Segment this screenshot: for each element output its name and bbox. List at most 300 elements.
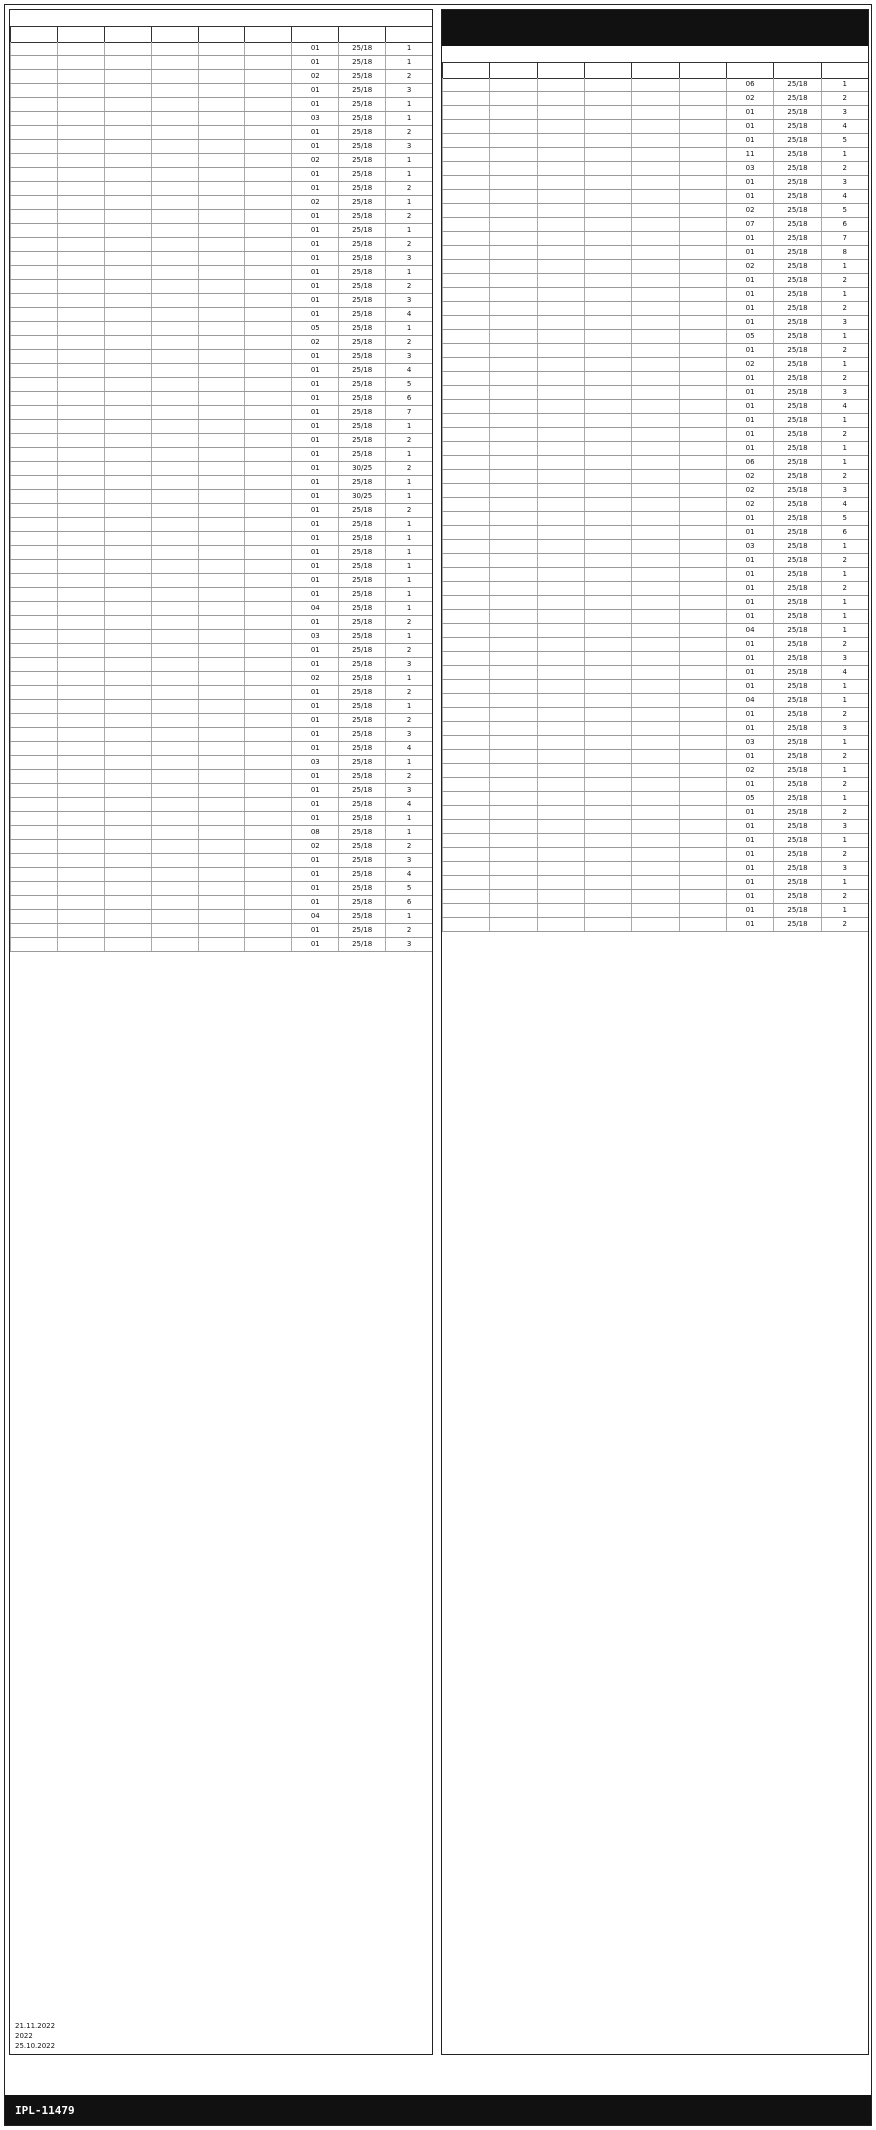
- table-cell: 25/18: [773, 456, 820, 469]
- table-cell: 25/18: [338, 476, 385, 489]
- table-row: [442, 120, 868, 134]
- table-cell: 25/18: [338, 896, 385, 909]
- table-cell: 1: [385, 476, 432, 489]
- column-header: [10, 26, 57, 42]
- table-cell: 25/18: [338, 252, 385, 265]
- table-cell: 25/18: [338, 938, 385, 951]
- table-cell: 25/18: [338, 182, 385, 195]
- table-cell: [631, 484, 678, 497]
- table-row: [10, 714, 432, 728]
- table-cell: [489, 512, 536, 525]
- table-cell: 01: [726, 302, 773, 315]
- table-cell: 25/18: [338, 238, 385, 251]
- table-row: [10, 812, 432, 826]
- table-cell: [57, 532, 104, 545]
- table-cell: [489, 750, 536, 763]
- table-cell: [679, 568, 726, 581]
- table-cell: 02: [726, 484, 773, 497]
- table-cell: [104, 770, 151, 783]
- table-cell: [198, 280, 245, 293]
- table-cell: 3: [821, 176, 868, 189]
- table-row: [10, 672, 432, 686]
- table-cell: [104, 70, 151, 83]
- table-cell: 25/18: [338, 280, 385, 293]
- table-row: [442, 820, 868, 834]
- table-row: [442, 260, 868, 274]
- table-cell: 4: [821, 120, 868, 133]
- table-cell: 2: [385, 840, 432, 853]
- table-cell: [151, 168, 198, 181]
- table-cell: [584, 288, 631, 301]
- table-cell: [151, 196, 198, 209]
- table-cell: [631, 302, 678, 315]
- table-cell: [151, 518, 198, 531]
- table-cell: [10, 322, 57, 335]
- table-cell: [631, 918, 678, 931]
- table-cell: 06: [726, 456, 773, 469]
- reference-number: IPL-11479: [15, 2103, 75, 2117]
- table-row: [442, 204, 868, 218]
- table-cell: 25/18: [773, 568, 820, 581]
- table-cell: [442, 582, 489, 595]
- table-cell: [489, 890, 536, 903]
- table-cell: [489, 904, 536, 917]
- table-cell: 01: [291, 700, 338, 713]
- table-cell: [442, 148, 489, 161]
- table-cell: [104, 294, 151, 307]
- table-cell: [10, 658, 57, 671]
- table-cell: [104, 840, 151, 853]
- table-cell: 2: [821, 806, 868, 819]
- table-cell: 1: [385, 112, 432, 125]
- table-cell: [584, 162, 631, 175]
- table-cell: [104, 910, 151, 923]
- table-cell: 5: [821, 204, 868, 217]
- table-cell: [104, 630, 151, 643]
- table-cell: 25/18: [773, 652, 820, 665]
- column-header: [726, 62, 773, 78]
- table-cell: [679, 316, 726, 329]
- table-row: [10, 630, 432, 644]
- table-cell: [57, 294, 104, 307]
- table-cell: [489, 372, 536, 385]
- table-cell: [10, 784, 57, 797]
- table-cell: [631, 708, 678, 721]
- table-cell: [151, 294, 198, 307]
- table-cell: [57, 546, 104, 559]
- table-cell: [442, 652, 489, 665]
- table-cell: [10, 868, 57, 881]
- right-column: [441, 9, 869, 2055]
- table-cell: [584, 890, 631, 903]
- table-cell: [631, 358, 678, 371]
- table-cell: [442, 834, 489, 847]
- page-footer: [5, 2095, 871, 2125]
- table-cell: [10, 266, 57, 279]
- table-cell: [584, 526, 631, 539]
- table-cell: 01: [726, 568, 773, 581]
- table-cell: 01: [291, 574, 338, 587]
- table-cell: [679, 246, 726, 259]
- table-cell: [10, 56, 57, 69]
- table-cell: 25/18: [338, 798, 385, 811]
- table-cell: [489, 386, 536, 399]
- table-cell: [57, 406, 104, 419]
- table-cell: 04: [726, 694, 773, 707]
- table-cell: [10, 574, 57, 587]
- table-row: [10, 924, 432, 938]
- table-cell: [10, 350, 57, 363]
- table-cell: [584, 582, 631, 595]
- table-cell: [489, 736, 536, 749]
- table-row: [442, 736, 868, 750]
- table-cell: [244, 98, 291, 111]
- table-row: [442, 694, 868, 708]
- table-cell: [537, 78, 584, 91]
- table-cell: [10, 854, 57, 867]
- table-cell: [537, 484, 584, 497]
- table-cell: [104, 658, 151, 671]
- table-cell: [104, 98, 151, 111]
- table-cell: [10, 336, 57, 349]
- table-cell: [198, 476, 245, 489]
- table-cell: [10, 238, 57, 251]
- table-row: [10, 588, 432, 602]
- table-row: [442, 400, 868, 414]
- table-cell: [104, 826, 151, 839]
- column-header: [584, 62, 631, 78]
- table-cell: [584, 316, 631, 329]
- table-cell: 01: [291, 98, 338, 111]
- table-cell: 01: [291, 238, 338, 251]
- table-cell: 2: [385, 644, 432, 657]
- table-cell: [537, 162, 584, 175]
- table-cell: 6: [821, 526, 868, 539]
- column-header: [773, 62, 820, 78]
- table-cell: [10, 476, 57, 489]
- table-cell: [10, 826, 57, 839]
- table-cell: [489, 918, 536, 931]
- table-cell: [10, 686, 57, 699]
- table-cell: [10, 84, 57, 97]
- table-cell: [584, 260, 631, 273]
- table-cell: 2: [821, 918, 868, 931]
- table-cell: [442, 218, 489, 231]
- table-cell: [489, 134, 536, 147]
- table-cell: 03: [291, 630, 338, 643]
- table-cell: [679, 484, 726, 497]
- table-cell: [442, 764, 489, 777]
- table-cell: 01: [726, 344, 773, 357]
- table-cell: 1: [385, 154, 432, 167]
- table-cell: 3: [821, 386, 868, 399]
- table-cell: [151, 938, 198, 951]
- table-cell: [198, 98, 245, 111]
- table-cell: [489, 526, 536, 539]
- table-row: [442, 246, 868, 260]
- table-row: [10, 364, 432, 378]
- table-cell: [679, 554, 726, 567]
- table-cell: [631, 232, 678, 245]
- table-cell: 04: [726, 624, 773, 637]
- table-cell: [679, 204, 726, 217]
- table-cell: [198, 924, 245, 937]
- table-cell: 3: [385, 252, 432, 265]
- table-cell: [10, 140, 57, 153]
- table-cell: 01: [291, 532, 338, 545]
- table-cell: [57, 56, 104, 69]
- table-cell: [198, 420, 245, 433]
- table-cell: [10, 490, 57, 503]
- table-cell: 7: [821, 232, 868, 245]
- table-cell: 25/18: [773, 246, 820, 259]
- table-cell: 25/18: [773, 484, 820, 497]
- table-cell: 01: [291, 350, 338, 363]
- table-cell: [631, 624, 678, 637]
- table-cell: [151, 644, 198, 657]
- table-cell: 01: [726, 428, 773, 441]
- table-cell: [631, 792, 678, 805]
- table-cell: [10, 840, 57, 853]
- table-cell: 2: [385, 770, 432, 783]
- table-cell: [10, 546, 57, 559]
- table-cell: [151, 336, 198, 349]
- table-cell: [537, 652, 584, 665]
- table-cell: [244, 420, 291, 433]
- table-cell: [244, 42, 291, 55]
- table-cell: [442, 512, 489, 525]
- table-cell: 25/18: [338, 854, 385, 867]
- table-cell: 25/18: [338, 378, 385, 391]
- table-row: [10, 756, 432, 770]
- table-cell: [151, 756, 198, 769]
- table-cell: [631, 78, 678, 91]
- table-cell: 2: [385, 336, 432, 349]
- table-cell: [104, 868, 151, 881]
- table-cell: [198, 812, 245, 825]
- table-cell: [442, 120, 489, 133]
- table-cell: 01: [726, 582, 773, 595]
- table-cell: [198, 896, 245, 909]
- column-header: [385, 26, 432, 42]
- table-cell: [57, 742, 104, 755]
- table-cell: [104, 420, 151, 433]
- table-cell: [151, 854, 198, 867]
- table-cell: [151, 280, 198, 293]
- table-cell: [584, 512, 631, 525]
- table-cell: [631, 470, 678, 483]
- table-cell: 25/18: [338, 588, 385, 601]
- table-cell: [104, 224, 151, 237]
- table-cell: 25/18: [773, 918, 820, 931]
- table-cell: 2: [821, 428, 868, 441]
- table-cell: [104, 574, 151, 587]
- table-cell: [537, 694, 584, 707]
- table-cell: 25/18: [338, 602, 385, 615]
- table-cell: [679, 162, 726, 175]
- table-cell: [489, 666, 536, 679]
- table-cell: [442, 638, 489, 651]
- table-cell: [198, 546, 245, 559]
- table-cell: [198, 518, 245, 531]
- table-cell: [537, 540, 584, 553]
- table-cell: 1: [385, 602, 432, 615]
- table-cell: [679, 778, 726, 791]
- table-cell: [244, 70, 291, 83]
- table-cell: 4: [385, 798, 432, 811]
- table-cell: [679, 386, 726, 399]
- table-cell: [151, 532, 198, 545]
- table-cell: [57, 798, 104, 811]
- table-row: [442, 610, 868, 624]
- table-cell: [489, 176, 536, 189]
- table-cell: 01: [291, 896, 338, 909]
- table-row: [442, 274, 868, 288]
- table-cell: [631, 260, 678, 273]
- table-cell: 25/18: [773, 204, 820, 217]
- table-row: [442, 470, 868, 484]
- table-cell: [151, 910, 198, 923]
- table-cell: 01: [291, 686, 338, 699]
- table-cell: [151, 350, 198, 363]
- table-cell: [679, 400, 726, 413]
- table-row: [10, 504, 432, 518]
- table-cell: 01: [291, 770, 338, 783]
- table-cell: 4: [385, 868, 432, 881]
- table-cell: [104, 784, 151, 797]
- table-cell: [151, 266, 198, 279]
- table-cell: 25/18: [338, 700, 385, 713]
- table-row: [442, 876, 868, 890]
- table-cell: 02: [726, 498, 773, 511]
- table-cell: 05: [726, 330, 773, 343]
- table-cell: [537, 666, 584, 679]
- table-cell: [489, 652, 536, 665]
- table-cell: 1: [821, 568, 868, 581]
- table-cell: [104, 798, 151, 811]
- table-cell: [244, 686, 291, 699]
- table-cell: 01: [726, 442, 773, 455]
- table-cell: 02: [291, 154, 338, 167]
- note-line: 25.10.2022: [15, 2042, 56, 2050]
- table-cell: [537, 470, 584, 483]
- table-cell: [57, 336, 104, 349]
- table-cell: [10, 910, 57, 923]
- table-cell: 1: [385, 812, 432, 825]
- table-cell: [584, 358, 631, 371]
- table-cell: [244, 588, 291, 601]
- table-cell: [198, 224, 245, 237]
- table-cell: 25/18: [338, 98, 385, 111]
- table-row: [442, 904, 868, 918]
- table-cell: [584, 92, 631, 105]
- table-row: [10, 574, 432, 588]
- table-cell: 02: [291, 840, 338, 853]
- table-cell: [10, 700, 57, 713]
- table-cell: 3: [385, 350, 432, 363]
- table-cell: [442, 386, 489, 399]
- table-cell: [537, 638, 584, 651]
- table-cell: [489, 820, 536, 833]
- table-cell: [442, 750, 489, 763]
- table-cell: [442, 848, 489, 861]
- table-cell: [584, 736, 631, 749]
- table-cell: 2: [821, 582, 868, 595]
- table-cell: [104, 938, 151, 951]
- table-cell: 01: [291, 462, 338, 475]
- table-cell: [489, 470, 536, 483]
- table-cell: 01: [291, 924, 338, 937]
- table-cell: [198, 182, 245, 195]
- table-cell: 1: [821, 764, 868, 777]
- table-cell: [679, 498, 726, 511]
- table-cell: 02: [291, 70, 338, 83]
- table-cell: 01: [726, 316, 773, 329]
- table-cell: [537, 316, 584, 329]
- table-cell: [198, 840, 245, 853]
- table-cell: [679, 806, 726, 819]
- table-cell: [244, 784, 291, 797]
- table-row: [442, 232, 868, 246]
- table-cell: 25/18: [773, 148, 820, 161]
- table-cell: 25/18: [773, 540, 820, 553]
- table-cell: [679, 120, 726, 133]
- table-cell: 01: [291, 714, 338, 727]
- table-cell: 01: [291, 224, 338, 237]
- table-row: [10, 378, 432, 392]
- table-cell: 25/18: [773, 218, 820, 231]
- table-cell: 25/18: [338, 70, 385, 83]
- table-cell: [489, 162, 536, 175]
- table-cell: 25/18: [338, 154, 385, 167]
- table-cell: [57, 322, 104, 335]
- table-cell: [198, 756, 245, 769]
- table-cell: [198, 238, 245, 251]
- table-cell: [679, 134, 726, 147]
- table-cell: [57, 182, 104, 195]
- table-cell: 2: [821, 848, 868, 861]
- table-cell: [151, 224, 198, 237]
- table-row: [442, 526, 868, 540]
- table-cell: 1: [385, 546, 432, 559]
- table-cell: [631, 526, 678, 539]
- table-cell: [489, 414, 536, 427]
- table-cell: 01: [291, 56, 338, 69]
- table-cell: [198, 630, 245, 643]
- table-cell: [10, 434, 57, 447]
- table-cell: 25/18: [338, 560, 385, 573]
- table-cell: 01: [726, 890, 773, 903]
- table-cell: [679, 372, 726, 385]
- table-cell: 25/18: [773, 78, 820, 91]
- table-cell: [631, 176, 678, 189]
- table-row: [10, 518, 432, 532]
- table-cell: [631, 190, 678, 203]
- table-cell: [244, 490, 291, 503]
- table-cell: 1: [385, 588, 432, 601]
- table-cell: [679, 344, 726, 357]
- table-cell: 01: [726, 400, 773, 413]
- table-cell: 2: [385, 462, 432, 475]
- table-cell: [57, 714, 104, 727]
- table-cell: [584, 666, 631, 679]
- table-cell: 1: [385, 672, 432, 685]
- table-row: [10, 532, 432, 546]
- table-cell: [679, 92, 726, 105]
- table-cell: 1: [821, 680, 868, 693]
- table-cell: [631, 162, 678, 175]
- table-cell: 05: [291, 322, 338, 335]
